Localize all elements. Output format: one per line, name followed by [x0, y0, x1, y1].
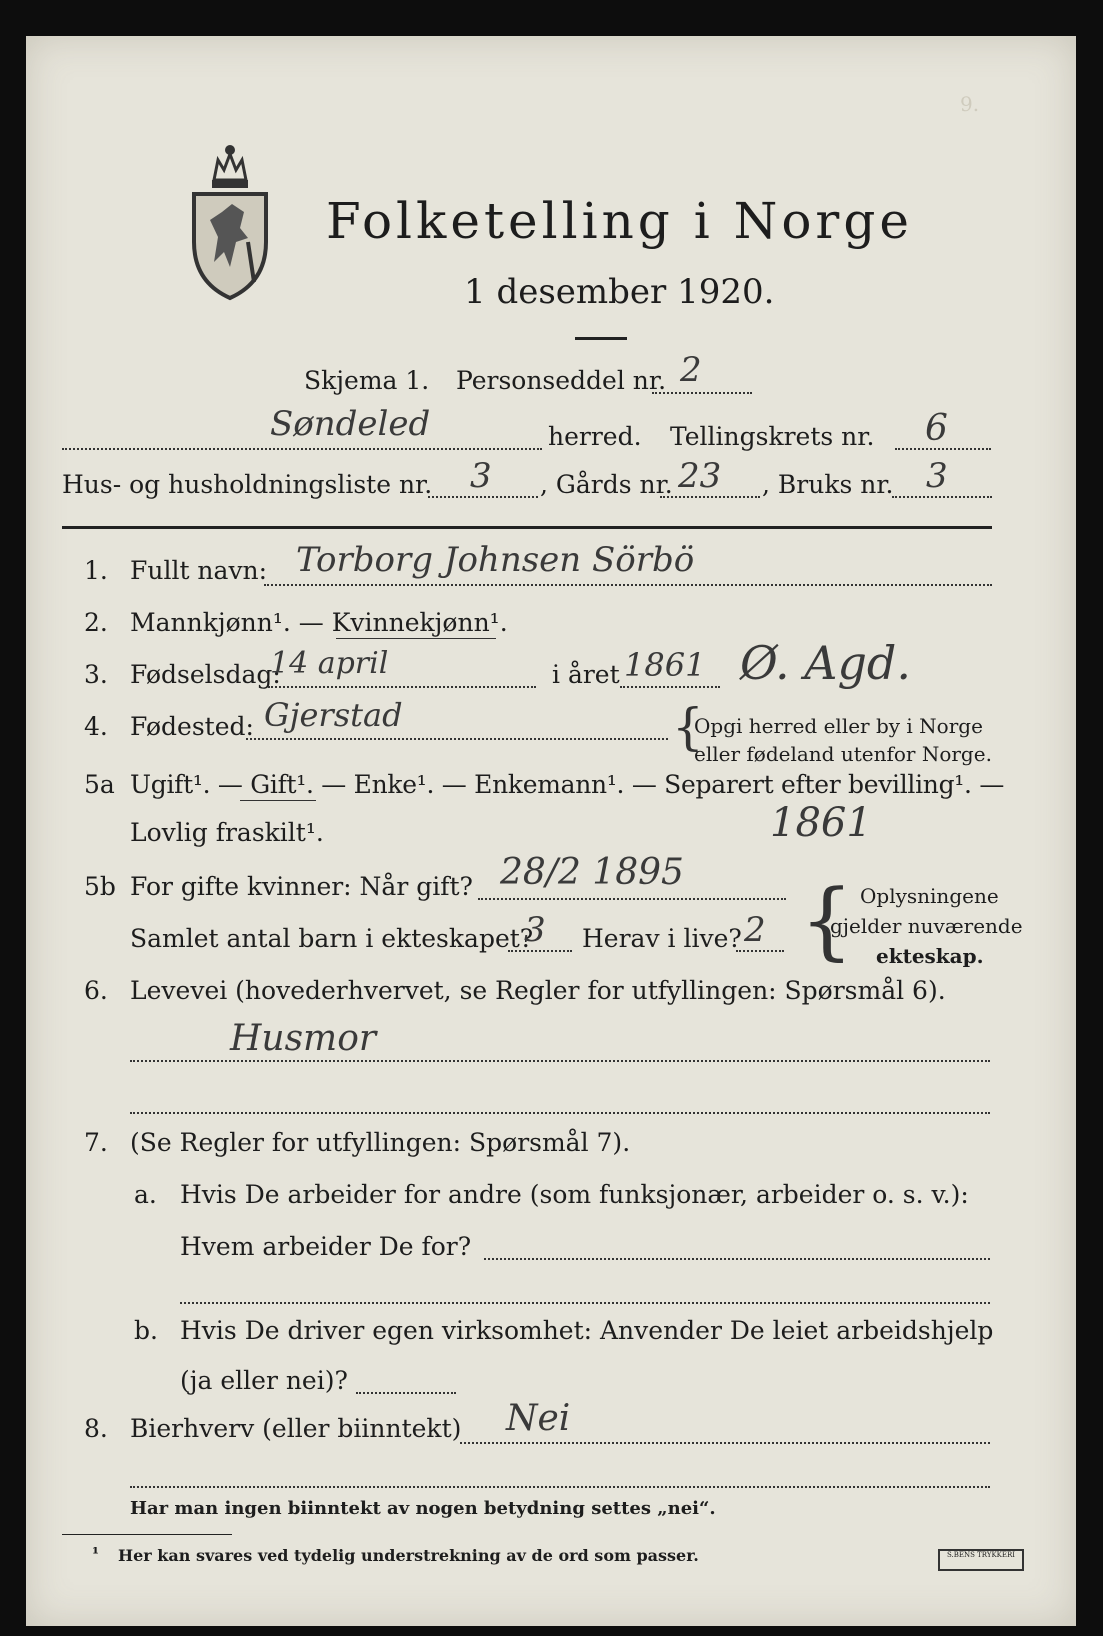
married-when-value[interactable]: 28/2 1895 — [500, 852, 684, 893]
birthplace-value[interactable]: Gjerstad — [264, 696, 403, 734]
norwegian-coat-of-arms-icon — [188, 142, 272, 302]
q7a-letter: a. — [134, 1180, 157, 1209]
year-label: i året — [552, 660, 620, 689]
hired-help-label: (ja eller nei)? — [180, 1366, 348, 1395]
marriage-brace: { — [800, 871, 854, 969]
birthday-value[interactable]: 14 april — [270, 646, 389, 681]
side-income-line — [460, 1442, 990, 1444]
q7b-question: Hvis De driver egen virksomhet: Anvender De leiet arbeidshjelp — [180, 1316, 994, 1345]
gaards-value[interactable]: 23 — [678, 456, 722, 496]
form-title: Folketelling i Norge — [326, 192, 913, 250]
census-date: 1 desember 1920. — [464, 272, 775, 312]
q7b-letter: b. — [134, 1316, 158, 1345]
full-name-value[interactable]: Torborg Johnsen Sörbö — [296, 540, 695, 580]
children-alive-line — [736, 950, 784, 952]
occupation-value[interactable]: Husmor — [230, 1018, 377, 1059]
birthplace-brace: { — [672, 698, 704, 756]
birthplace-line — [246, 738, 668, 740]
bleed-through-text: 9. — [960, 92, 980, 116]
footnote-rule — [62, 1534, 232, 1535]
q6-number: 6. — [84, 976, 108, 1005]
full-name-line — [264, 584, 992, 586]
q1-label: Fullt navn: — [130, 556, 268, 585]
herred-label: herred. — [548, 422, 642, 451]
gaards-line — [660, 496, 760, 498]
gender-underline — [336, 638, 496, 639]
footnote-text: Her kan svares ved tydelig understrekning av de ord som passer. — [118, 1546, 699, 1565]
q1-number: 1. — [84, 556, 108, 585]
birthplace-hint-1: Opgi herred eller by i Norge — [694, 714, 983, 738]
husliste-value[interactable]: 3 — [470, 456, 492, 496]
occupation-line-2 — [130, 1112, 990, 1114]
q8-number: 8. — [84, 1414, 108, 1443]
marriage-side-note-2: gjelder nuværende — [830, 914, 1023, 938]
birthday-line — [268, 686, 536, 688]
birthplace-hint-2: eller fødeland utenfor Norge. — [694, 742, 992, 766]
schema-label: Skjema 1. — [304, 366, 430, 395]
footnote-mark: ¹ — [92, 1544, 100, 1563]
tellingskrets-value[interactable]: 6 — [925, 408, 948, 449]
married-when-label: For gifte kvinner: Når gift? — [130, 872, 473, 901]
side-income-line-2 — [130, 1486, 990, 1488]
side-income-label: Bierhverv (eller biinntekt) — [130, 1414, 462, 1443]
employer-line-2 — [180, 1302, 990, 1304]
children-alive-label: Herav i live? — [582, 924, 742, 953]
section-divider — [62, 526, 992, 529]
occupation-line-1 — [130, 1060, 990, 1062]
personseddel-value[interactable]: 2 — [680, 350, 702, 390]
married-when-line — [478, 898, 786, 900]
birth-year-line — [620, 686, 720, 688]
q3-label: Fødselsdag: — [130, 660, 281, 689]
side-income-value[interactable]: Nei — [506, 1398, 571, 1439]
marriage-side-note-3: ekteskap. — [876, 944, 984, 968]
occupation-label: Levevei (hovederhvervet, se Regler for utfyllingen: Spørsmål 6). — [130, 976, 946, 1005]
q3-number: 3. — [84, 660, 108, 689]
gender-options: Mannkjønn¹. — Kvinnekjønn¹. — [130, 608, 508, 637]
herred-line — [62, 448, 542, 450]
gaards-label: , Gårds nr. — [540, 470, 673, 499]
tellingskrets-label: Tellingskrets nr. — [670, 422, 875, 451]
gift-underline — [240, 800, 316, 801]
employer-label: Hvem arbeider De for? — [180, 1232, 472, 1261]
q7a-question: Hvis De arbeider for andre (som funksjonær, arbeider o. s. v.): — [180, 1180, 969, 1209]
marital-status-options-2: Lovlig fraskilt¹. — [130, 818, 324, 847]
marriage-side-note-1: Oplysningene — [860, 884, 999, 908]
nei-instruction: Har man ingen biinntekt av nogen betydning settes „nei“. — [130, 1498, 716, 1519]
personseddel-label: Personseddel nr. — [456, 366, 667, 395]
q4-label: Fødested: — [130, 712, 254, 741]
title-divider — [575, 337, 627, 340]
q5b-number: 5b — [84, 872, 116, 901]
children-total-line — [508, 950, 572, 952]
bruks-line — [892, 496, 992, 498]
q5a-number: 5a — [84, 770, 115, 799]
handwritten-year-note: 1861 — [770, 800, 872, 846]
children-total-value[interactable]: 3 — [524, 910, 546, 950]
employer-line — [484, 1258, 990, 1260]
husliste-line — [428, 496, 538, 498]
q4-number: 4. — [84, 712, 108, 741]
husliste-label: Hus- og husholdningsliste nr. — [62, 470, 433, 499]
marital-status-options: Ugift¹. — Gift¹. — Enke¹. — Enkemann¹. — Separert efter bevilling¹. — — [130, 770, 1005, 799]
bruks-label: , Bruks nr. — [762, 470, 894, 499]
herred-value[interactable]: Søndeled — [270, 404, 431, 444]
birth-year-value[interactable]: 1861 — [624, 646, 706, 684]
personseddel-line — [652, 392, 752, 394]
bruks-value[interactable]: 3 — [926, 456, 948, 496]
q7-number: 7. — [84, 1128, 108, 1157]
printer-stamp: S.BENS TRYKKERI — [938, 1549, 1024, 1571]
handwritten-region-note: Ø. Agd. — [740, 636, 911, 690]
q2-number: 2. — [84, 608, 108, 637]
children-total-label: Samlet antal barn i ekteskapet? — [130, 924, 534, 953]
hired-help-line — [356, 1392, 456, 1394]
children-alive-value[interactable]: 2 — [744, 910, 766, 950]
q7-label: (Se Regler for utfyllingen: Spørsmål 7). — [130, 1128, 631, 1157]
